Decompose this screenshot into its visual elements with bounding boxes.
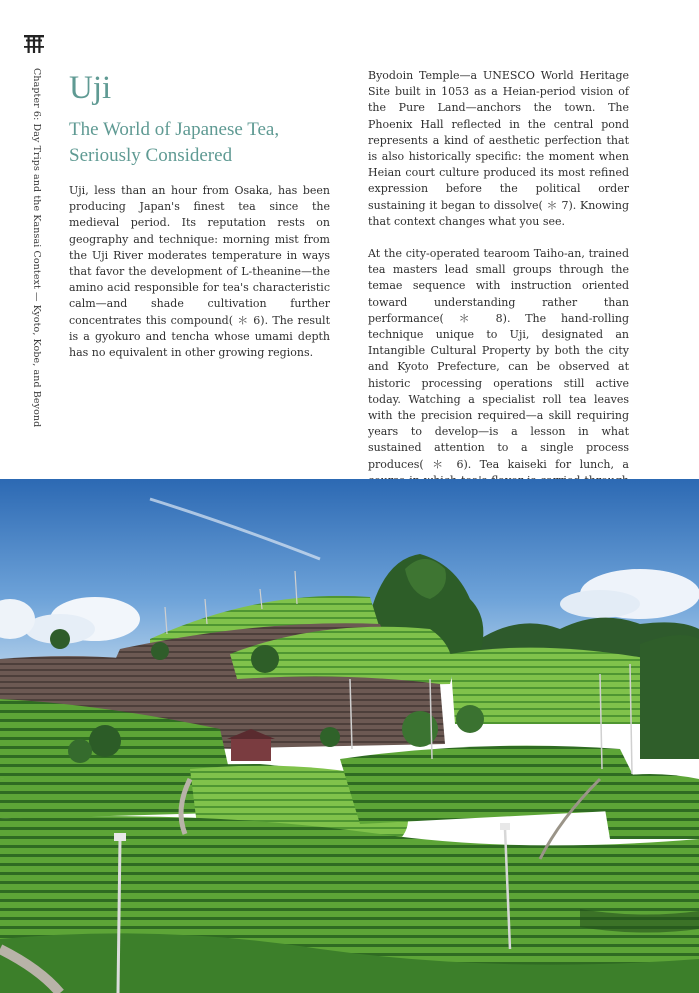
byodoin-paragraph: Byodoin Temple—a UNESCO World Heritage Site built in 1053 as a Heian-period vision of the Pure Land—anchors the town. The Phoenix Hall reflected in the central pond represents a kind of aesthetic perfection that is also historically specific: the moment when Heian court culture produced its most refined expression before the political order sustaining it began to dissolve( ＊ 7). Knowing that context changes what you see. — [368, 69, 629, 228]
taiho-an-paragraph: At the city-operated tearoom Taiho-an, trained tea masters lead small groups through the temae sequence with instruction oriented toward understanding rather than performance( ＊ 8). The hand-rolling technique unique to Uji, designated an Intangible Cultural Property by both the city and Kyoto Prefecture, can be observed at historic processing operations still active today. Watching a specialist roll tea leaves with the precision required—a skill requiring years to develop—is a lesson in what sustained attention to a single process produces( ＊ 6). Tea kaiseki for lunch, a — [368, 247, 629, 471]
tea-plantation-photo — [0, 479, 699, 993]
page-title: Uji — [69, 70, 112, 106]
page-subtitle: The World of Japanese Tea, Seriously Considered — [69, 119, 280, 166]
torii-gate-icon — [24, 34, 44, 54]
intro-paragraph: Uji, less than an hour from Osaka, has been producing Japan's finest tea since the medieval period. Its reputation rests on geography and technique: morning mist from the Uji River moderates temperature in ways that favor the development of L-theanine—the amino acid responsible for tea's characteristic calm—and shade cultivation further concentrates this compound( ＊ 6). The result is a gyokuro and tencha whose umami depth has no equivalent in other growing regions. — [69, 184, 330, 360]
chapter-side-label: Chapter 6: Day Trips and the Kansai Context — Kyoto, Kobe, and Beyond — [31, 68, 42, 428]
